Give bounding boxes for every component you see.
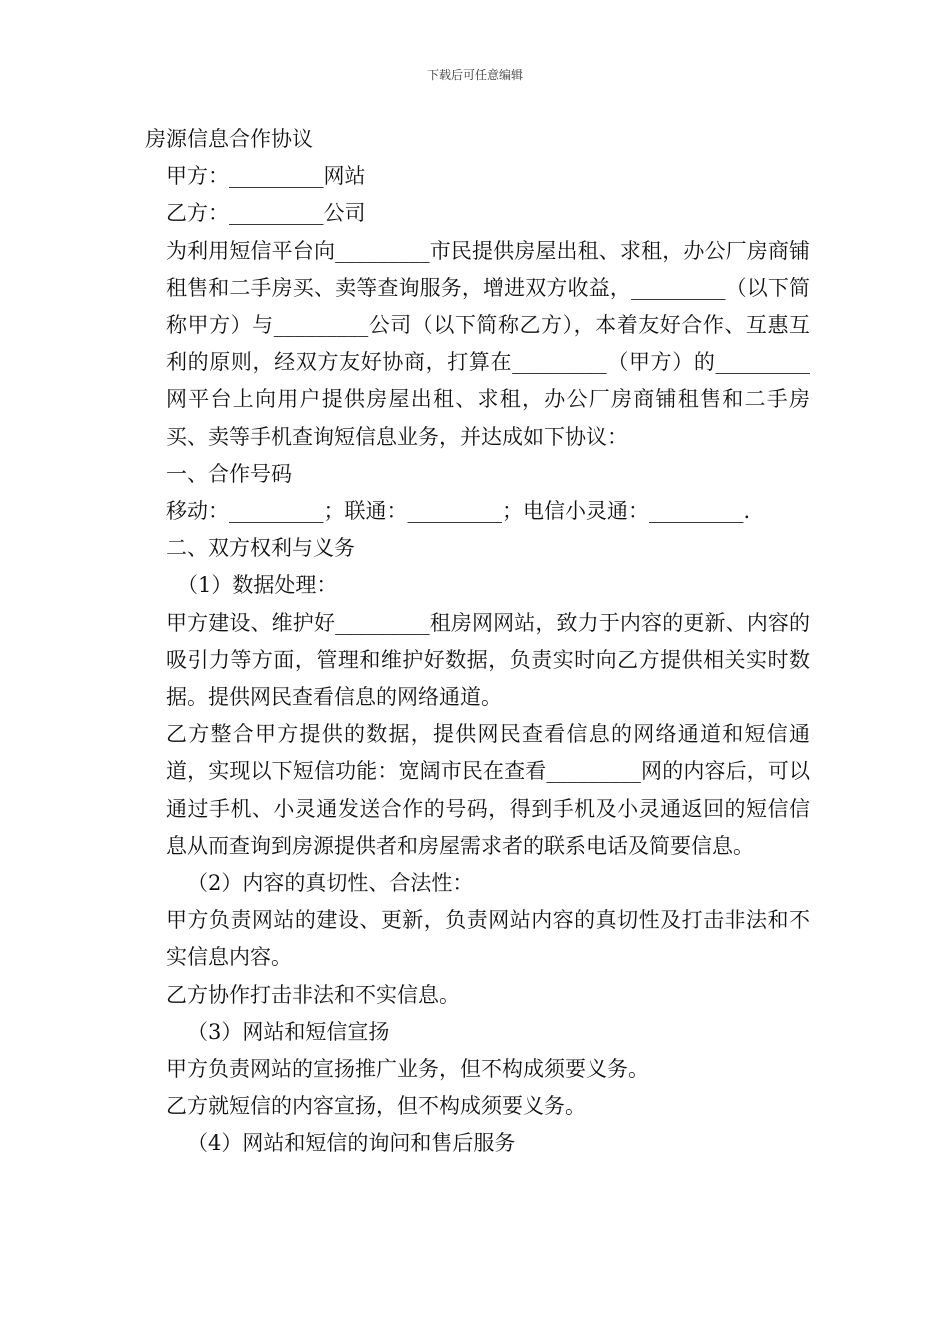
page-header-note: 下载后可任意编辑 [426,68,523,82]
item-3-title: （3）网站和短信宣扬 [187,1019,390,1044]
intro-paragraph: 为利用短信平台向_________市民提供房屋出租、求租，办公厂房商铺租售和二手房买、卖等查询服务，增进双方收益，_________（以下简称甲方）与_________公司（以下简称乙方），本着友好合作、互惠互利的原则，经双方友好协商，打算在_________（甲方）的_________网平台上向用户提供房屋出租、求租，办公厂房商铺租售和二手房买、卖等手机查询短信息业务，并达成如下协议： [166,238,810,449]
item-2-paragraph-1: 甲方负责网站的建设、更新，负责网站内容的真切性及打击非法和不实信息内容。 [166,908,810,970]
item-3-paragraph-1: 甲方负责网站的宣扬推广业务，但不构成须要义务。 [166,1057,649,1082]
cooperation-numbers: 移动：_________；联通：_________；电信小灵通：_________. [166,499,751,524]
party-a-line: 甲方：_________网站 [166,164,366,189]
section-1-title: 一、合作号码 [166,461,292,486]
document-title: 房源信息合作协议 [145,127,313,151]
item-1-paragraph-2: 乙方整合甲方提供的数据，提供网民查看信息的网络通道和短信通道，实现以下短信功能：宽阔市民在查看_________网的内容后，可以通过手机、小灵通发送合作的号码，得到手机及小灵通返回的短信信息从而查询到房源提供者和房屋需求者的联系电话及简要信息。 [166,722,810,858]
document-body [145,121,810,1163]
party-b-line: 乙方：_________公司 [166,201,366,226]
item-2-paragraph-2: 乙方协作打击非法和不实信息。 [166,982,460,1007]
item-2-title: （2）内容的真切性、合法性： [187,871,474,896]
item-1-paragraph-1: 甲方建设、维护好_________租房网网站，致力于内容的更新、内容的吸引力等方面，管理和维护好数据，负责实时向乙方提供相关实时数据。提供网民查看信息的网络通道。 [166,610,810,710]
item-4-title: （4）网站和短信的询问和售后服务 [187,1131,516,1156]
item-3-paragraph-2: 乙方就短信的内容宣扬，但不构成须要义务。 [166,1094,586,1119]
item-1-title: （1）数据处理： [177,573,338,598]
section-2-title: 二、双方权利与义务 [166,536,355,561]
